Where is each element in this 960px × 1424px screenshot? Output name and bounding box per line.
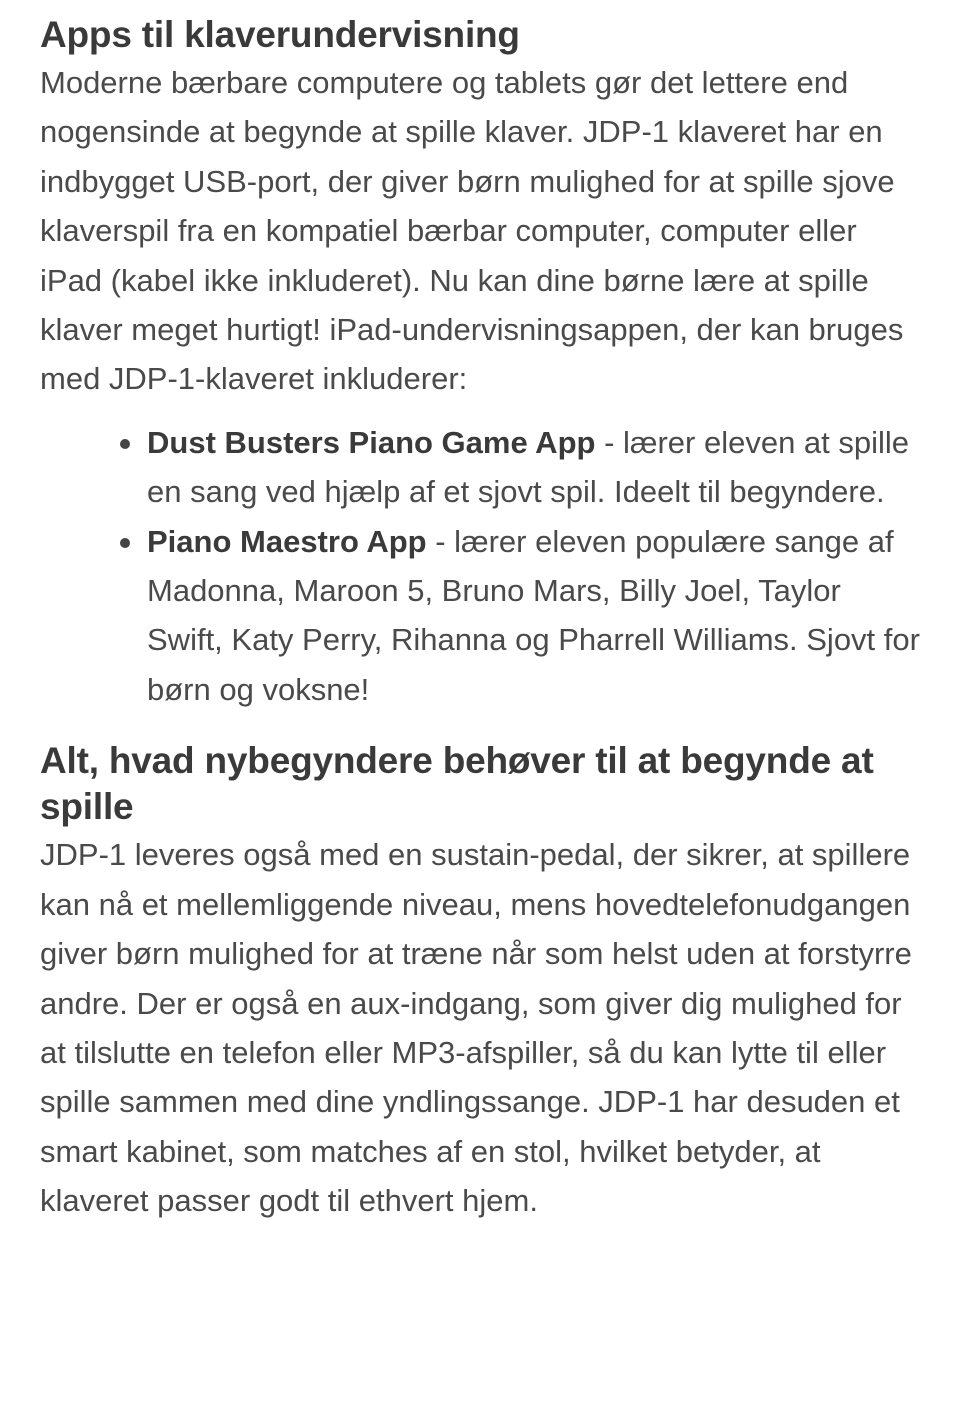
list-item-title: Piano Maestro App — [147, 523, 427, 559]
list-item — [147, 418, 920, 517]
bullet-icon — [120, 439, 130, 449]
section-paragraph-apps: Moderne bærbare computere og tablets gør det lettere end nogensinde at begynde at spille klaver. JDP-1 klaveret har en indbygget USB-port, der giver børn mulighed for at spille sjove klaverspil fra en kompatiel bærbar computer, computer eller iPad (kabel ikke inkluderet). Nu kan dine børne lære at spille klaver meget hurtigt! iPad-undervisningsappen, der kan bruges med JDP-1-klaveret inkluderer: — [40, 65, 904, 397]
section-heading-beginner: Alt, hvad nybegyndere behøver til at begynde at spille — [40, 740, 874, 828]
beginner-section — [40, 738, 920, 1225]
list-item-text: - lærer eleven at spille en sang ved hjælp af et sjovt spil. Ideelt til begyndere. — [147, 424, 910, 510]
list-item — [147, 517, 920, 715]
list-item-title: Dust Busters Piano Game App — [147, 424, 596, 460]
apps-list — [40, 418, 920, 714]
article-content — [40, 12, 920, 1226]
section-paragraph-beginner: JDP-1 leveres også med en sustain-pedal, der sikrer, at spillere kan nå et mellemliggende niveau, mens hovedtelefonudgangen giver børn mulighed for at træne når som helst uden at forstyrre andre. Der er også en aux-indgang, som giver dig mulighed for at tilslutte en telefon eller MP3-afspiller, så du kan lytte til eller spille sammen med dine yndlingssange. JDP-1 har desuden et smart kabinet, som matches af en stol, hvilket betyder, at klaveret passer godt til ethvert hjem. — [40, 837, 912, 1219]
section-heading-apps: Apps til klaverundervisning — [40, 14, 520, 55]
apps-section — [40, 12, 920, 714]
bullet-icon — [120, 538, 130, 548]
list-item-text: - lærer eleven populære sange af Madonna, Maroon 5, Bruno Mars, Billy Joel, Taylor Swift, Katy Perry, Rihanna og Pharrell Williams. Sjovt for børn og voksne! — [147, 523, 920, 707]
